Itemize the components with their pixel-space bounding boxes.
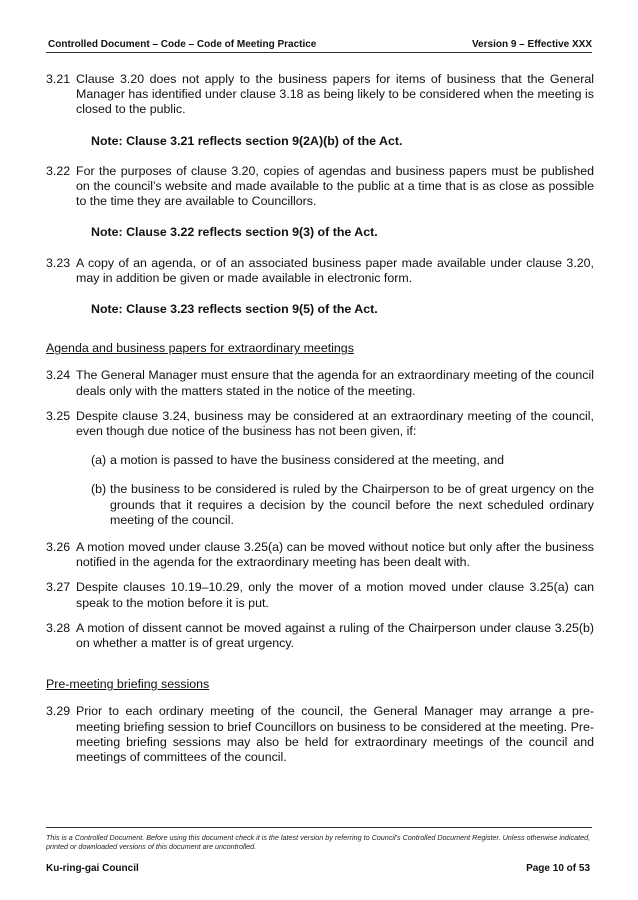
clause-number: 3.25 — [46, 408, 71, 423]
clause-3-24 — [46, 368, 594, 398]
section-heading-pre-meeting-briefing: Pre-meeting briefing sessions — [46, 677, 210, 692]
clause-text: Clause 3.20 does not apply to the business papers for items of business that the General Manager has identified under clause 3.18 as being likely to be considered when the meeting is closed to the public. — [76, 72, 594, 117]
clause-3-29 — [46, 704, 594, 765]
clause-3-21 — [46, 72, 594, 118]
note-3-22: Note: Clause 3.22 reflects section 9(3) of the Act. — [91, 225, 378, 240]
clause-number: 3.21 — [46, 72, 71, 86]
note-3-21: Note: Clause 3.21 reflects section 9(2A)(b) of the Act. — [91, 133, 403, 148]
version-label: Version 9 – Effective XXX — [471, 39, 592, 50]
clause-3-22 — [46, 164, 594, 210]
clause-3-23 — [46, 256, 594, 286]
clause-3-27 — [46, 580, 594, 610]
organisation-name: Ku-ring-gai Council — [46, 863, 139, 874]
clause-number: 3.27 — [46, 580, 71, 595]
controlled-document-disclaimer: This is a Controlled Document. Before using this document check it is the latest version by referring to Council’s Controlled Document Register. Unless otherwise indicated, printed or downloaded versions of this document are uncontrolled. — [46, 833, 591, 851]
subclause-label: (a) — [91, 453, 107, 468]
clause-text: Despite clause 3.24, business may be considered at an extraordinary meeting of the council, even though due notice of the business has not been given, if: — [76, 408, 594, 439]
clause-3-25-b — [46, 482, 594, 528]
page-header — [46, 36, 592, 53]
clause-number: 3.26 — [46, 540, 71, 555]
clause-text: For the purposes of clause 3.20, copies of agendas and business papers must be published on the council’s website and made available to the public at a time that is as close as possible to the time they are available to Councillors. — [76, 163, 594, 209]
clause-3-25-a — [46, 453, 594, 468]
clause-number: 3.22 — [46, 163, 71, 178]
subclause-label: (b) — [91, 482, 107, 497]
document-title: Controlled Document – Code – Code of Meeting Practice — [48, 39, 317, 50]
clause-text: A copy of an agenda, or of an associated business paper made available under clause 3.20, may in addition be given or made available in electronic form. — [76, 255, 594, 285]
footer-bottom-row — [46, 863, 592, 877]
clause-text: The General Manager must ensure that the agenda for an extraordinary meeting of the council deals only with the matters stated in the notice of the meeting. — [76, 368, 594, 398]
subclause-text: the business to be considered is ruled by the Chairperson to be of great urgency on the grounds that it requires a decision by the council before the next scheduled ordinary meeting of the council. — [110, 482, 594, 527]
clause-text: Despite clauses 10.19–10.29, only the mover of a motion moved under clause 3.25(a) can speak to the motion before it is put. — [76, 580, 594, 610]
clause-number: 3.23 — [46, 255, 71, 270]
section-heading-extraordinary-meetings: Agenda and business papers for extraordinary meetings — [46, 341, 354, 356]
clause-number: 3.24 — [46, 368, 71, 383]
document-body — [46, 72, 594, 775]
subclause-text: a motion is passed to have the business considered at the meeting, and — [110, 453, 504, 468]
clause-3-25 — [46, 409, 594, 439]
clause-number: 3.29 — [46, 704, 71, 719]
clause-number: 3.28 — [46, 620, 71, 635]
clause-text: A motion of dissent cannot be moved against a ruling of the Chairperson under clause 3.25(b) on whether a matter is of great urgency. — [76, 620, 594, 651]
note-3-23: Note: Clause 3.23 reflects section 9(5) of the Act. — [91, 302, 378, 317]
clause-3-26 — [46, 540, 594, 570]
page-number: Page 10 of 53 — [526, 863, 590, 874]
clause-3-28 — [46, 621, 594, 651]
clause-text: Prior to each ordinary meeting of the council, the General Manager may arrange a pre-meeting briefing session to brief Councillors on business to be considered at the meeting. Pre-meeting briefing sessions may also be held for extraordinary meetings of the council and meetings of committees of the council. — [76, 704, 594, 765]
page-footer — [46, 827, 592, 877]
clause-text: A motion moved under clause 3.25(a) can be moved without notice but only after the business notified in the agenda for the extraordinary meeting has been dealt with. — [76, 540, 594, 570]
